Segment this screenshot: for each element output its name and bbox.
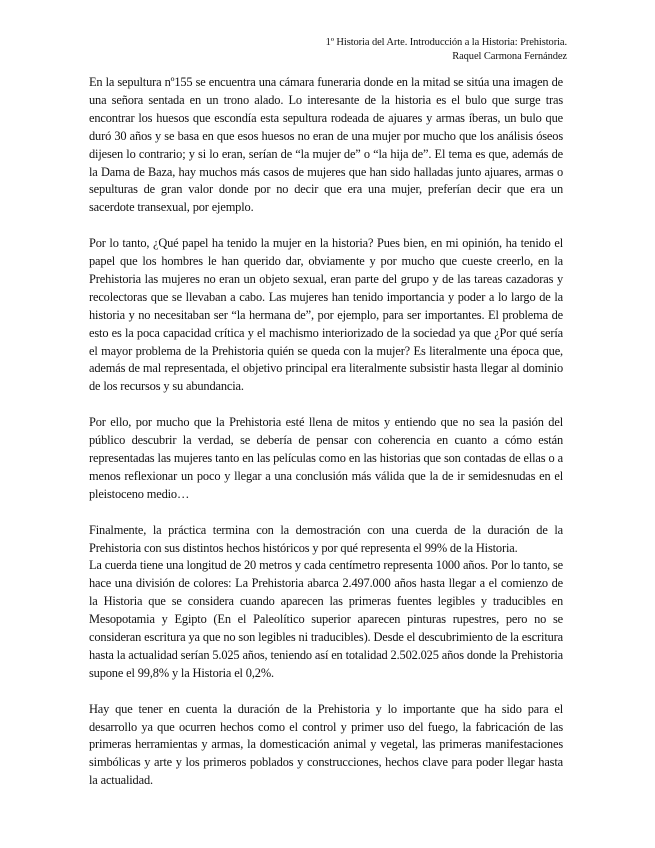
paragraph-conclusion: Hay que tener en cuenta la duración de la Prehistoria y lo importante que ha sido para el desarrollo ya que ocurren hechos como el control y primer uso del fuego, la fabricación de las primeras herramientas y armas, la domesticación animal y vegetal, las primeras manifestaciones simbólicas y arte y los primeros poblados y construcciones, hechos clave para poder llegar hasta la actualidad.	[89, 701, 563, 788]
header-course-title: 1º Historia del Arte. Introducción a la Historia: Prehistoria.	[325, 37, 567, 48]
page-header	[326, 36, 567, 63]
header-author: Raquel Carmona Fernández	[452, 50, 567, 62]
paragraph-papel-mujer: Por lo tanto, ¿Qué papel ha tenido la mujer en la historia? Pues bien, en mi opinión, ha tenido el papel que los hombres le han querido dar, obviamente y por mucho que cueste creerlo, en la Prehistoria las mujeres no eran un objeto sexual, eran parte del grupo y de las tareas cazadoras y recolectoras que se llevaban a cabo. Las mujeres han tenido importancia y poder a lo largo de la historia y no necesitaban ser “la hermana de”, por ejemplo, para ser importantes. El problema de esto es la poca capacidad crítica y el machismo interiorizado de la sociedad ya que ¿Por qué sería el mayor problema de la Prehistoria quién se queda con la mujer? Es literalmente una época que, además de mal representada, el objetivo principal era literalmente subsistir hasta llegar al dominio de los recursos y su abundancia.	[89, 236, 563, 394]
paragraph-sepultura: En la sepultura nº155 se encuentra una cámara funeraria donde en la mitad se sitúa una imagen de una señora sentada en un trono alado. Lo interesante de la historia es el bulo que surge tras encontrar los huesos que escondía esta sepultura rodeada de ajuares y armas íberas, un bulo que duró 30 años y se basa en que esos huesos no eran de una mujer por mucho que los análisis óseos dijesen lo contrario; y si lo eran, serían de “la mujer de” o “la hija de”. El tema es que, además de la Dama de Baza, hay muchos más casos de mujeres que han sido halladas junto ajuares, armas o sepulturas de gran valor donde por no decir que era una mujer, preferían decir que era un sacerdote transexual, por ejemplo.	[89, 75, 563, 215]
paragraph-mitos: Por ello, por mucho que la Prehistoria esté llena de mitos y entiendo que no sea la pasión del público descubrir la verdad, se debería de pensar con coherencia en cuanto a cómo están representadas las mujeres tanto en las películas como en las historias que son contadas de ellas o a menos reflexionar un poco y llegar a una conclusión más válida que la de ir semidesnudas en el pleistoceno medio…	[89, 415, 563, 501]
document-body	[89, 74, 563, 790]
paragraph-cuerda-intro: Finalmente, la práctica termina con la demostración con una cuerda de la duración de la Prehistoria con sus distintos hechos históricos y por qué representa el 99% de la Historia.	[89, 522, 563, 555]
paragraph-cuerda-detalle: La cuerda tiene una longitud de 20 metros y cada centímetro representa 1000 años. Por lo tanto, se hace una división de colores: La Prehistoria abarca 2.497.000 años hasta llegar a el comienzo de la Historia que se considera cuando aparecen las primeras fuentes legibles y traducibles en Mesopotamia y Egipto (En el Paleolítico superior aparecen pinturas rupestres, pero no se consideran escritura ya que no son legibles ni traducibles). Desde el descubrimiento de la escritura hasta la actualidad serían 5.025 años, teniendo así en totalidad 2.502.025 años donde la Prehistoria supone el 99,8% y la Historia el 0,2%.	[89, 558, 563, 680]
